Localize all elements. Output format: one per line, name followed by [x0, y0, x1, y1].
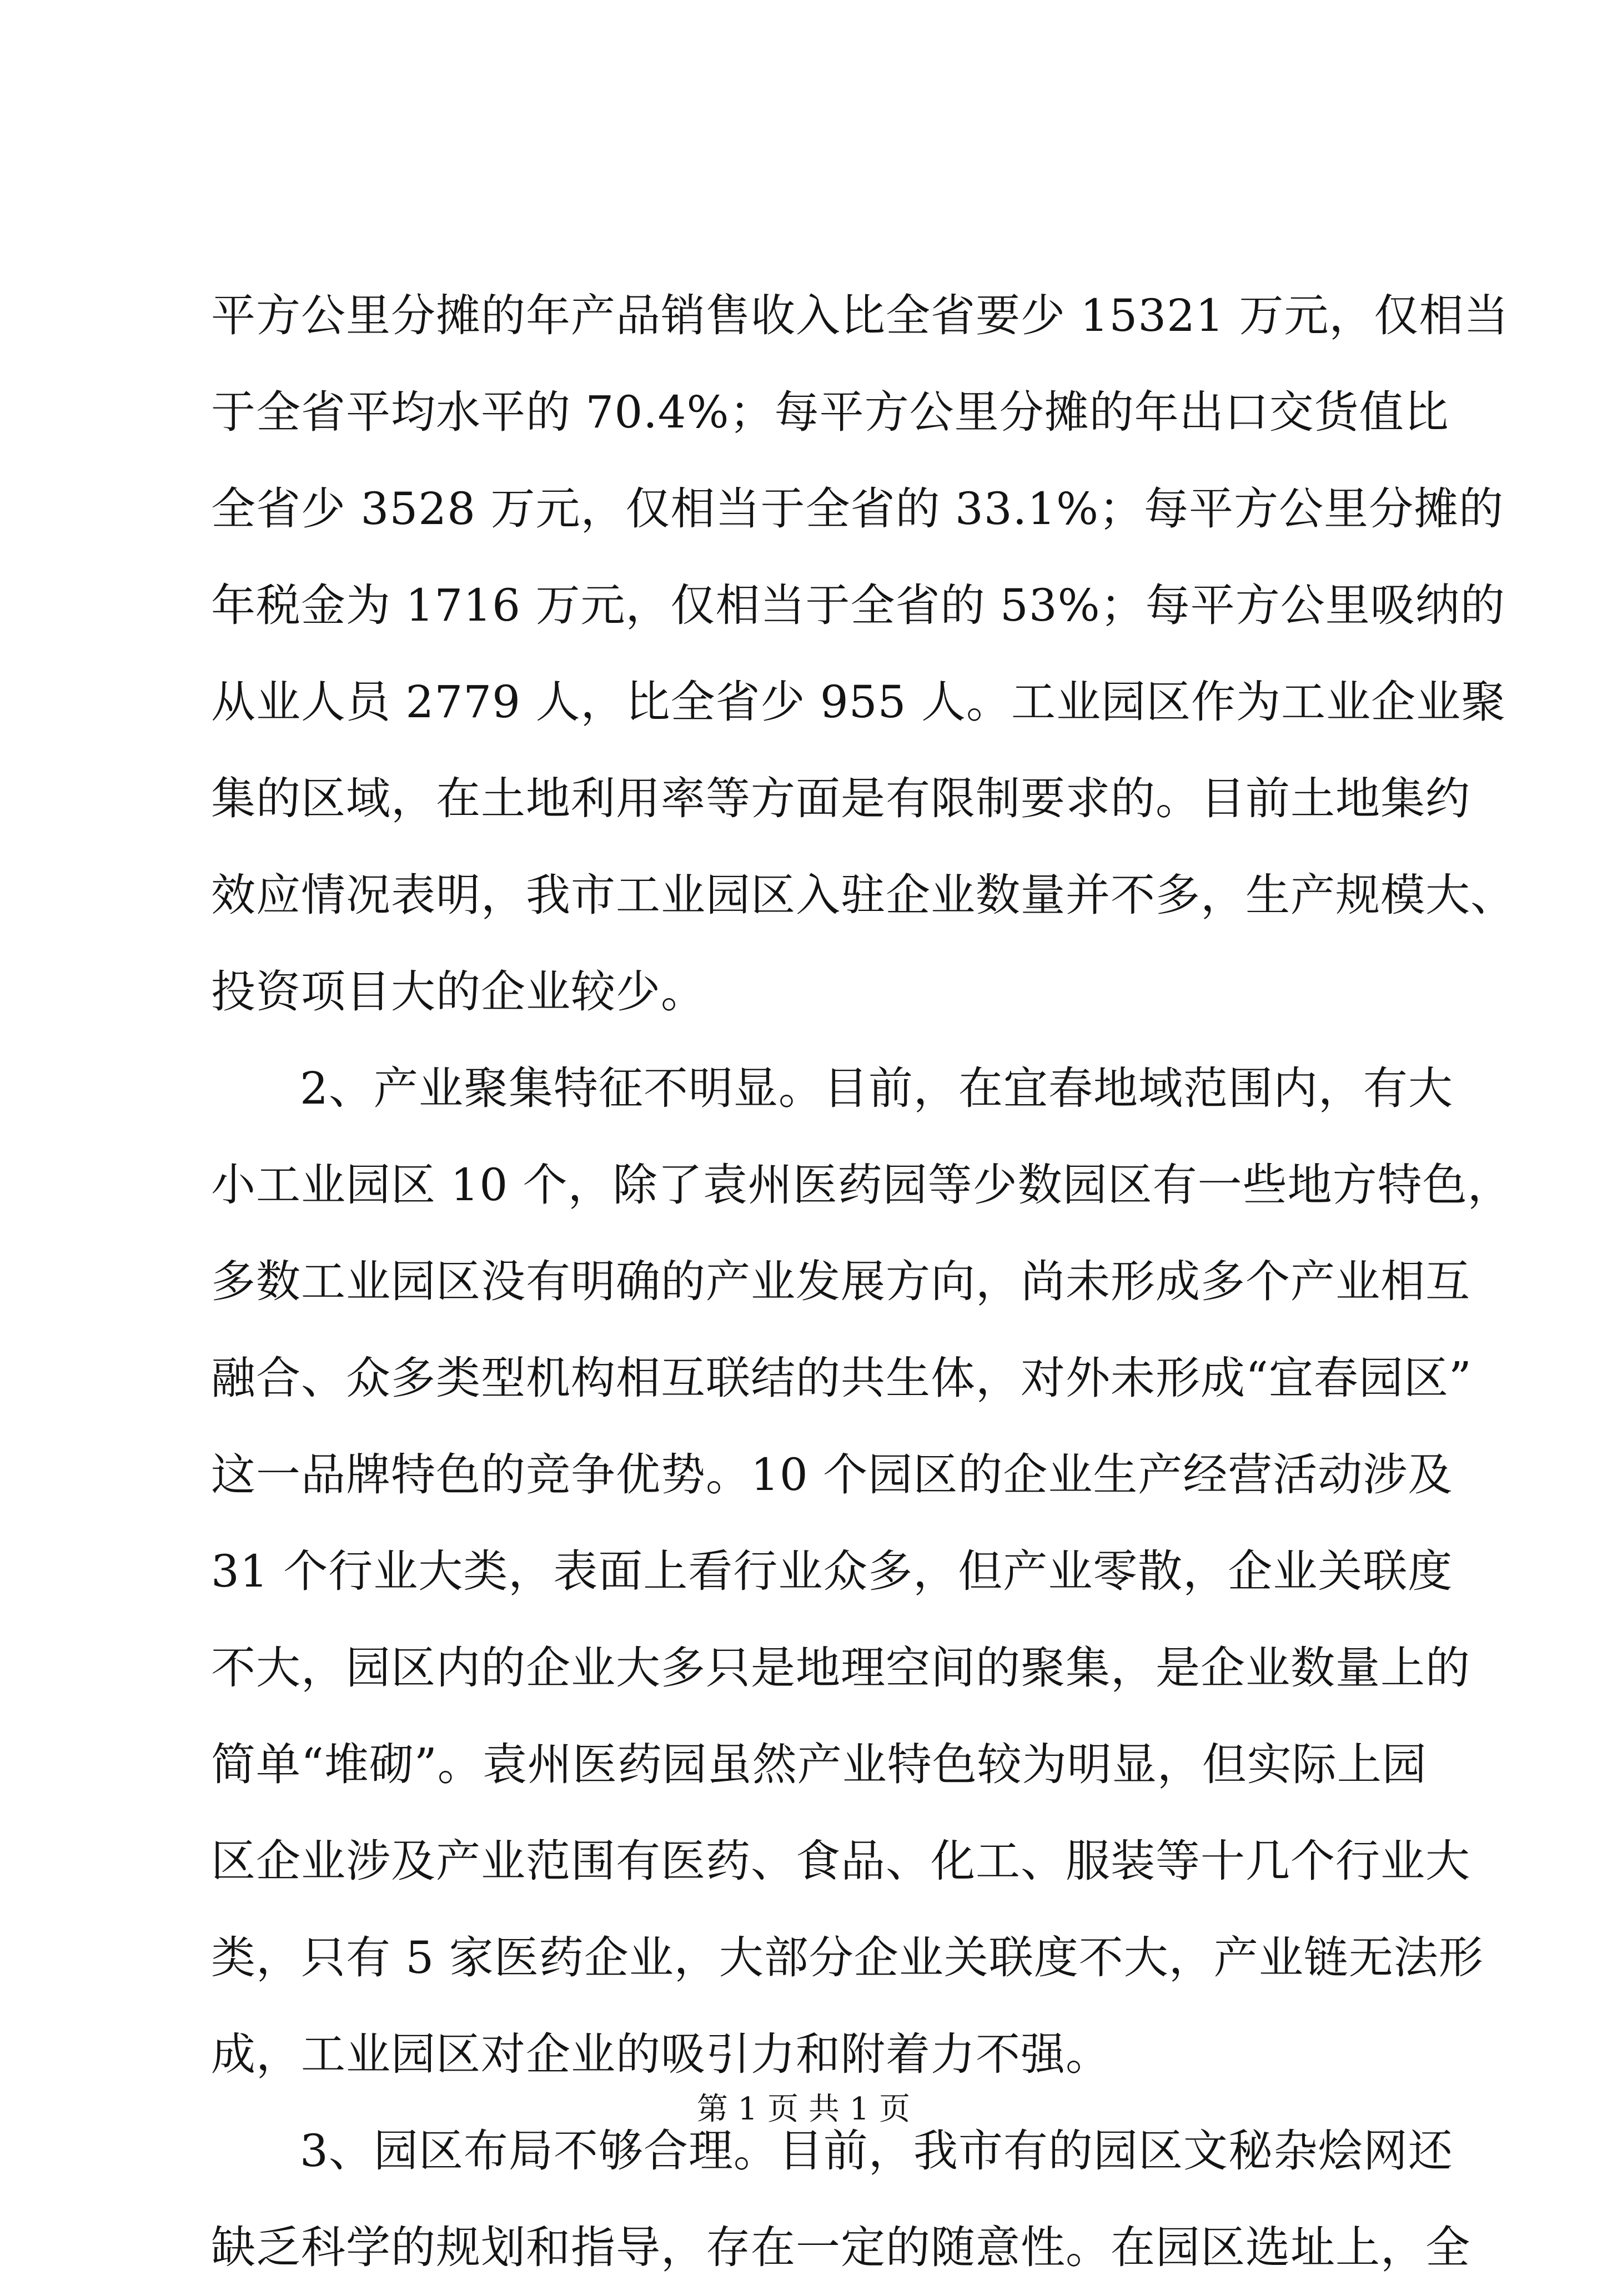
paragraph-line: 融合、众多类型机构相互联结的共生体，对外未形成“宜春园区”: [211, 1352, 1472, 1404]
paragraph-line: 于全省平均水平的 70.4%；每平方公里分摊的年出口交货值比: [211, 386, 1449, 438]
paragraph-line: 全省少 3528 万元，仅相当于全省的 33.1%；每平方公里分摊的: [211, 483, 1504, 535]
paragraph-line: 这一品牌特色的竞争优势。10 个园区的企业生产经营活动涉及: [211, 1449, 1453, 1501]
paragraph-line: 投资项目大的企业较少。: [211, 966, 706, 1018]
page-footer: 第 1 页 共 1 页: [696, 2091, 911, 2127]
paragraph-line: 集的区域，在土地利用率等方面是有限制要求的。目前土地集约: [211, 773, 1470, 824]
paragraph-line: 从业人员 2779 人，比全省少 955 人。工业园区作为工业企业聚: [211, 676, 1506, 728]
paragraph-line: 2、产业聚集特征不明显。目前，在宜春地域范围内，有大: [300, 1063, 1453, 1114]
paragraph-line: 类，只有 5 家医药企业，大部分企业关联度不大，产业链无法形: [211, 1932, 1484, 1983]
paragraph-line: 简单“堆砌”。袁州医药园虽然产业特色较为明显，但实际上园: [211, 1739, 1427, 1790]
paragraph-line: 缺乏科学的规划和指导，存在一定的随意性。在园区选址上，全: [211, 2222, 1470, 2273]
paragraph-line: 多数工业园区没有明确的产业发展方向，尚未形成多个产业相互: [211, 1256, 1470, 1307]
paragraph-line: 效应情况表明，我市工业园区入驻企业数量并不多，生产规模大、: [211, 869, 1515, 921]
paragraph-line: 31 个行业大类，表面上看行业众多，但产业零散，企业关联度: [211, 1545, 1453, 1597]
paragraph-line: 不大，园区内的企业大多只是地理空间的聚集，是企业数量上的: [211, 1642, 1470, 1694]
paragraph-line: 平方公里分摊的年产品销售收入比全省要少 15321 万元，仅相当: [211, 290, 1509, 341]
paragraph-line: 区企业涉及产业范围有医药、食品、化工、服装等十几个行业大: [211, 1835, 1470, 1887]
document-body: [211, 268, 1515, 2296]
paragraph-line: 年税金为 1716 万元，仅相当于全省的 53%；每平方公里吸纳的: [211, 580, 1505, 631]
paragraph-line: 小工业园区 10 个，除了袁州医药园等少数园区有一些地方特色，: [211, 1159, 1513, 1211]
paragraph-line: 成，工业园区对企业的吸引力和附着力不强。: [211, 2028, 1111, 2080]
paragraph-line: 3、园区布局不够合理。目前，我市有的园区文秘杂烩网还: [300, 2125, 1453, 2177]
